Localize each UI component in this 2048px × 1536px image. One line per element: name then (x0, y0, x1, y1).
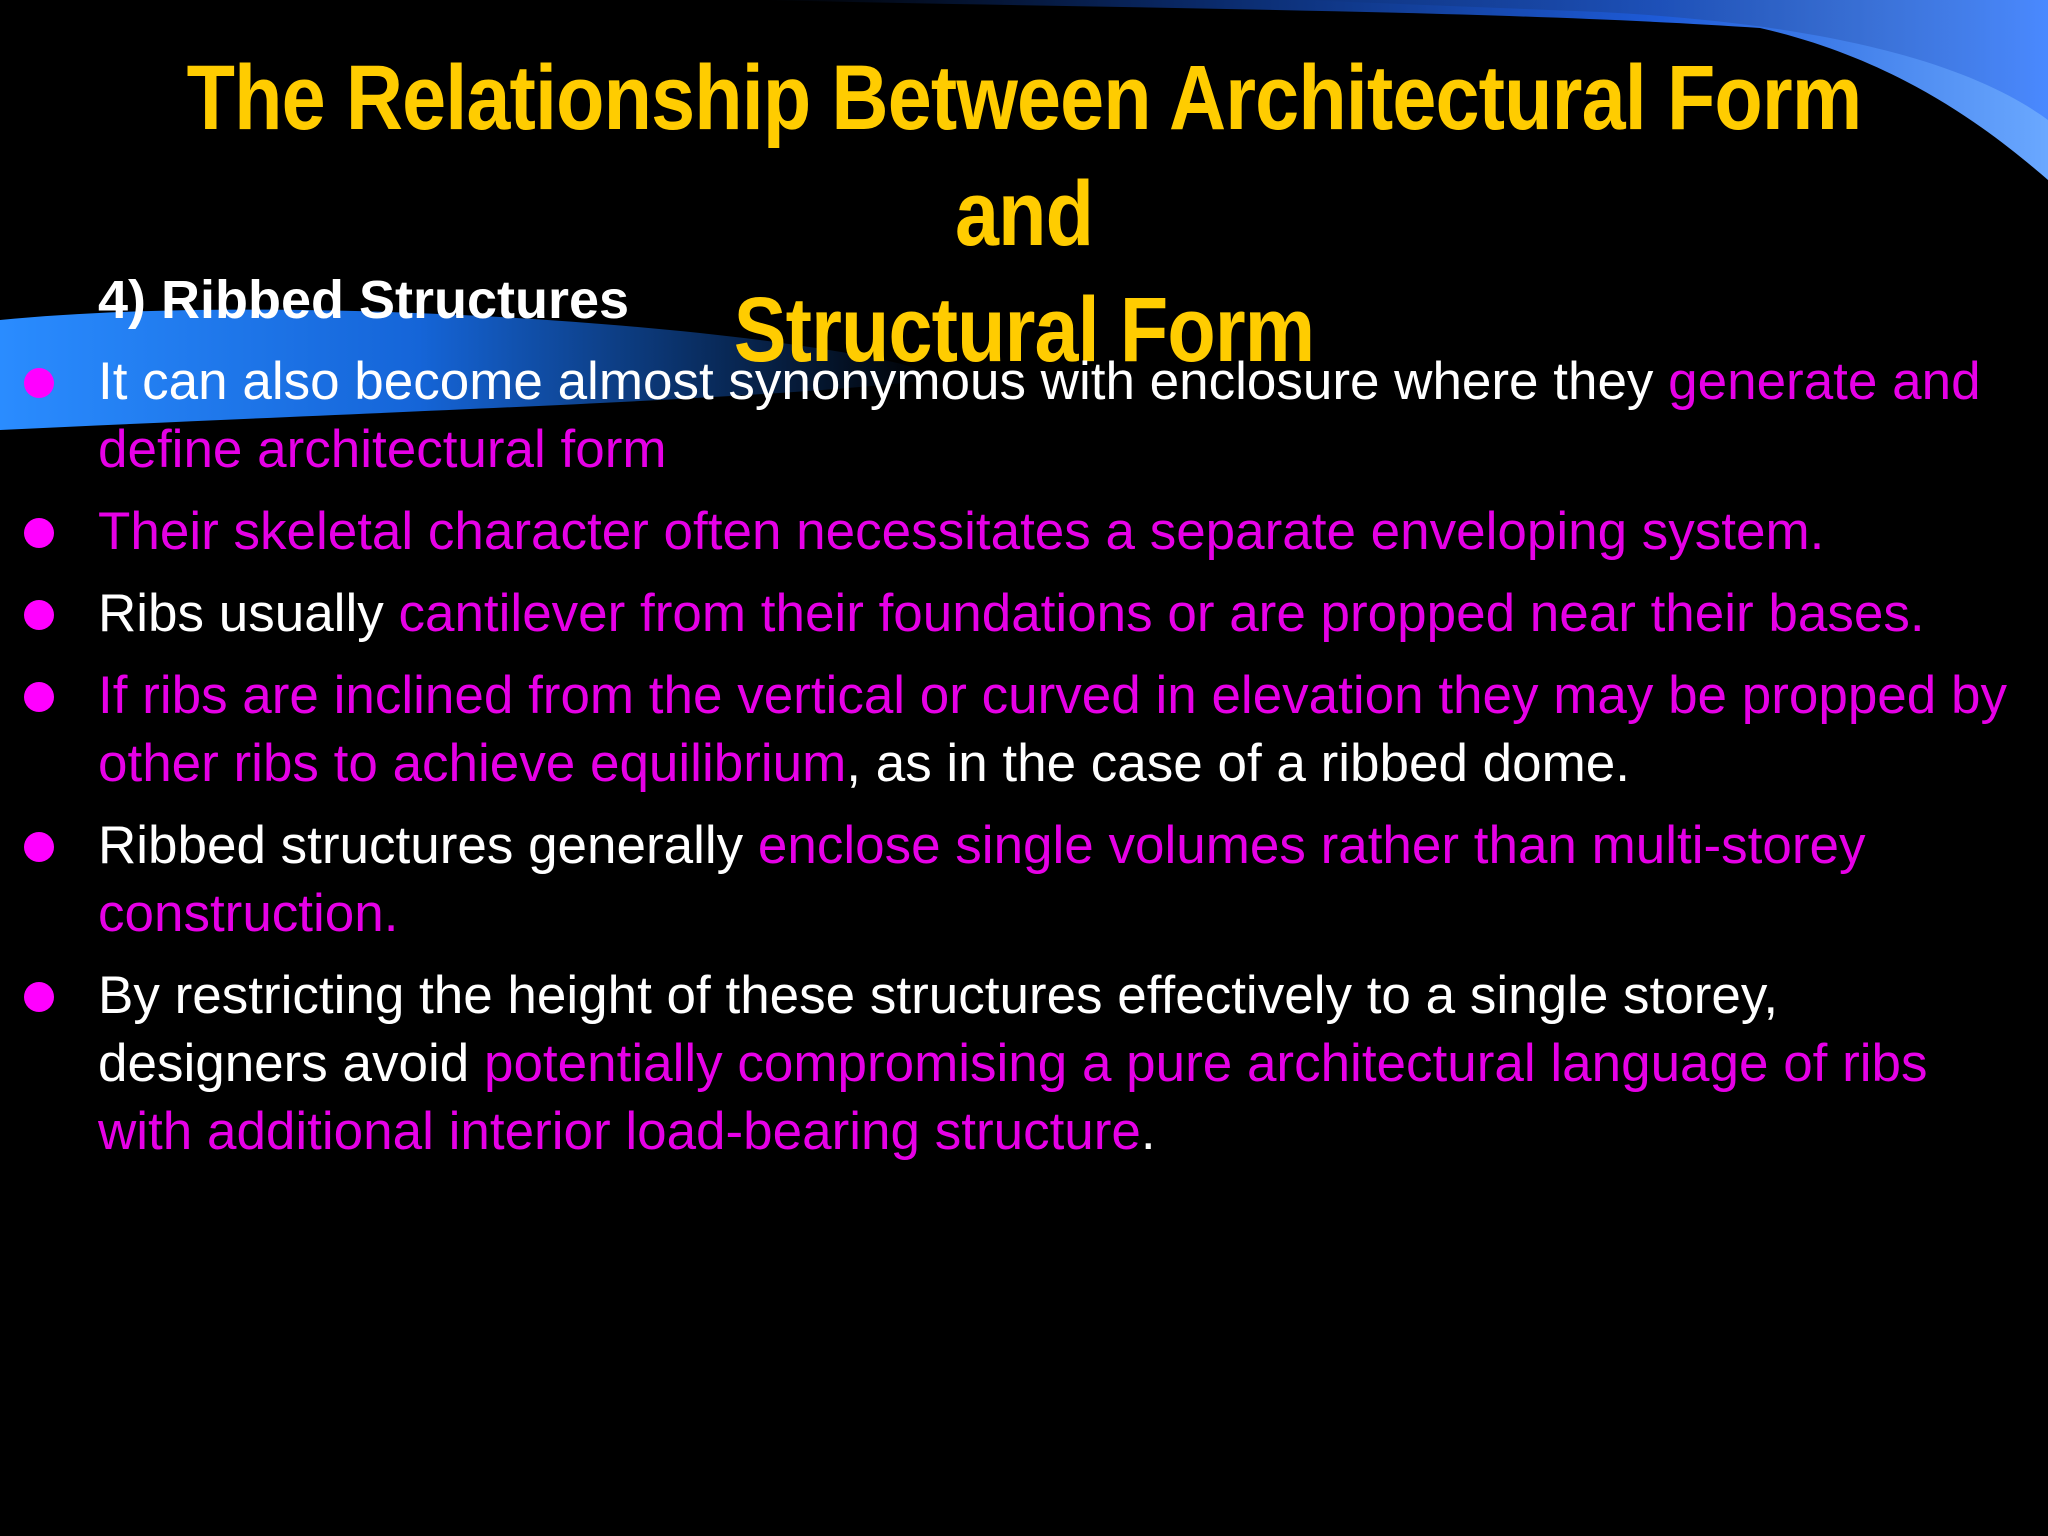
bullet-text-highlight: Their skeletal character often necessitates a separate enveloping system. (98, 502, 1825, 561)
bullet-item (0, 498, 2048, 566)
bullet-dot-icon (24, 982, 54, 1012)
bullet-dot-icon (24, 600, 54, 630)
bullet-dot-icon (24, 368, 54, 398)
bullet-text-highlight: If ribs are inclined from the vertical or curved in elevation they may be propped by other ribs to achieve equilibrium (98, 666, 2007, 793)
bullet-text-plain: Ribbed structures generally (98, 816, 758, 875)
section-heading: 4) Ribbed Structures (98, 270, 630, 330)
title-line-2: Structural Form (733, 279, 1315, 381)
bullet-item (0, 580, 2048, 648)
bullet-text-plain: It can also become almost synonymous with enclosure where they (98, 352, 1669, 411)
bullet-dot-icon (24, 682, 54, 712)
bullet-text-plain: Ribs usually (98, 584, 399, 643)
bullet-text-highlight: potentially compromising a pure architectural language of ribs with additional interior load-bearing structure (98, 1034, 1928, 1161)
title-line-1: The Relationship Between Architectural Form and (186, 47, 1862, 265)
bullet-list (0, 348, 2048, 1180)
bullet-dot-icon (24, 832, 54, 862)
bullet-text-highlight: generate and define architectural form (98, 352, 1981, 479)
bullet-text-highlight: enclose single volumes rather than multi-storey construction. (98, 816, 1866, 943)
bullet-dot-icon (24, 518, 54, 548)
bullet-item (0, 662, 2048, 798)
bullet-text-plain: By restricting the height of these structures effectively to a single storey, designers avoid (98, 966, 1779, 1093)
bullet-item (0, 348, 2048, 484)
bullet-item (0, 962, 2048, 1166)
bullet-text-plain: . (1140, 1102, 1156, 1161)
slide-title (143, 40, 1904, 388)
bullet-item (0, 812, 2048, 948)
bullet-text-plain: , as in the case of a ribbed dome. (846, 734, 1630, 793)
bullet-text-highlight: cantilever from their foundations or are propped near their bases. (398, 584, 1925, 643)
